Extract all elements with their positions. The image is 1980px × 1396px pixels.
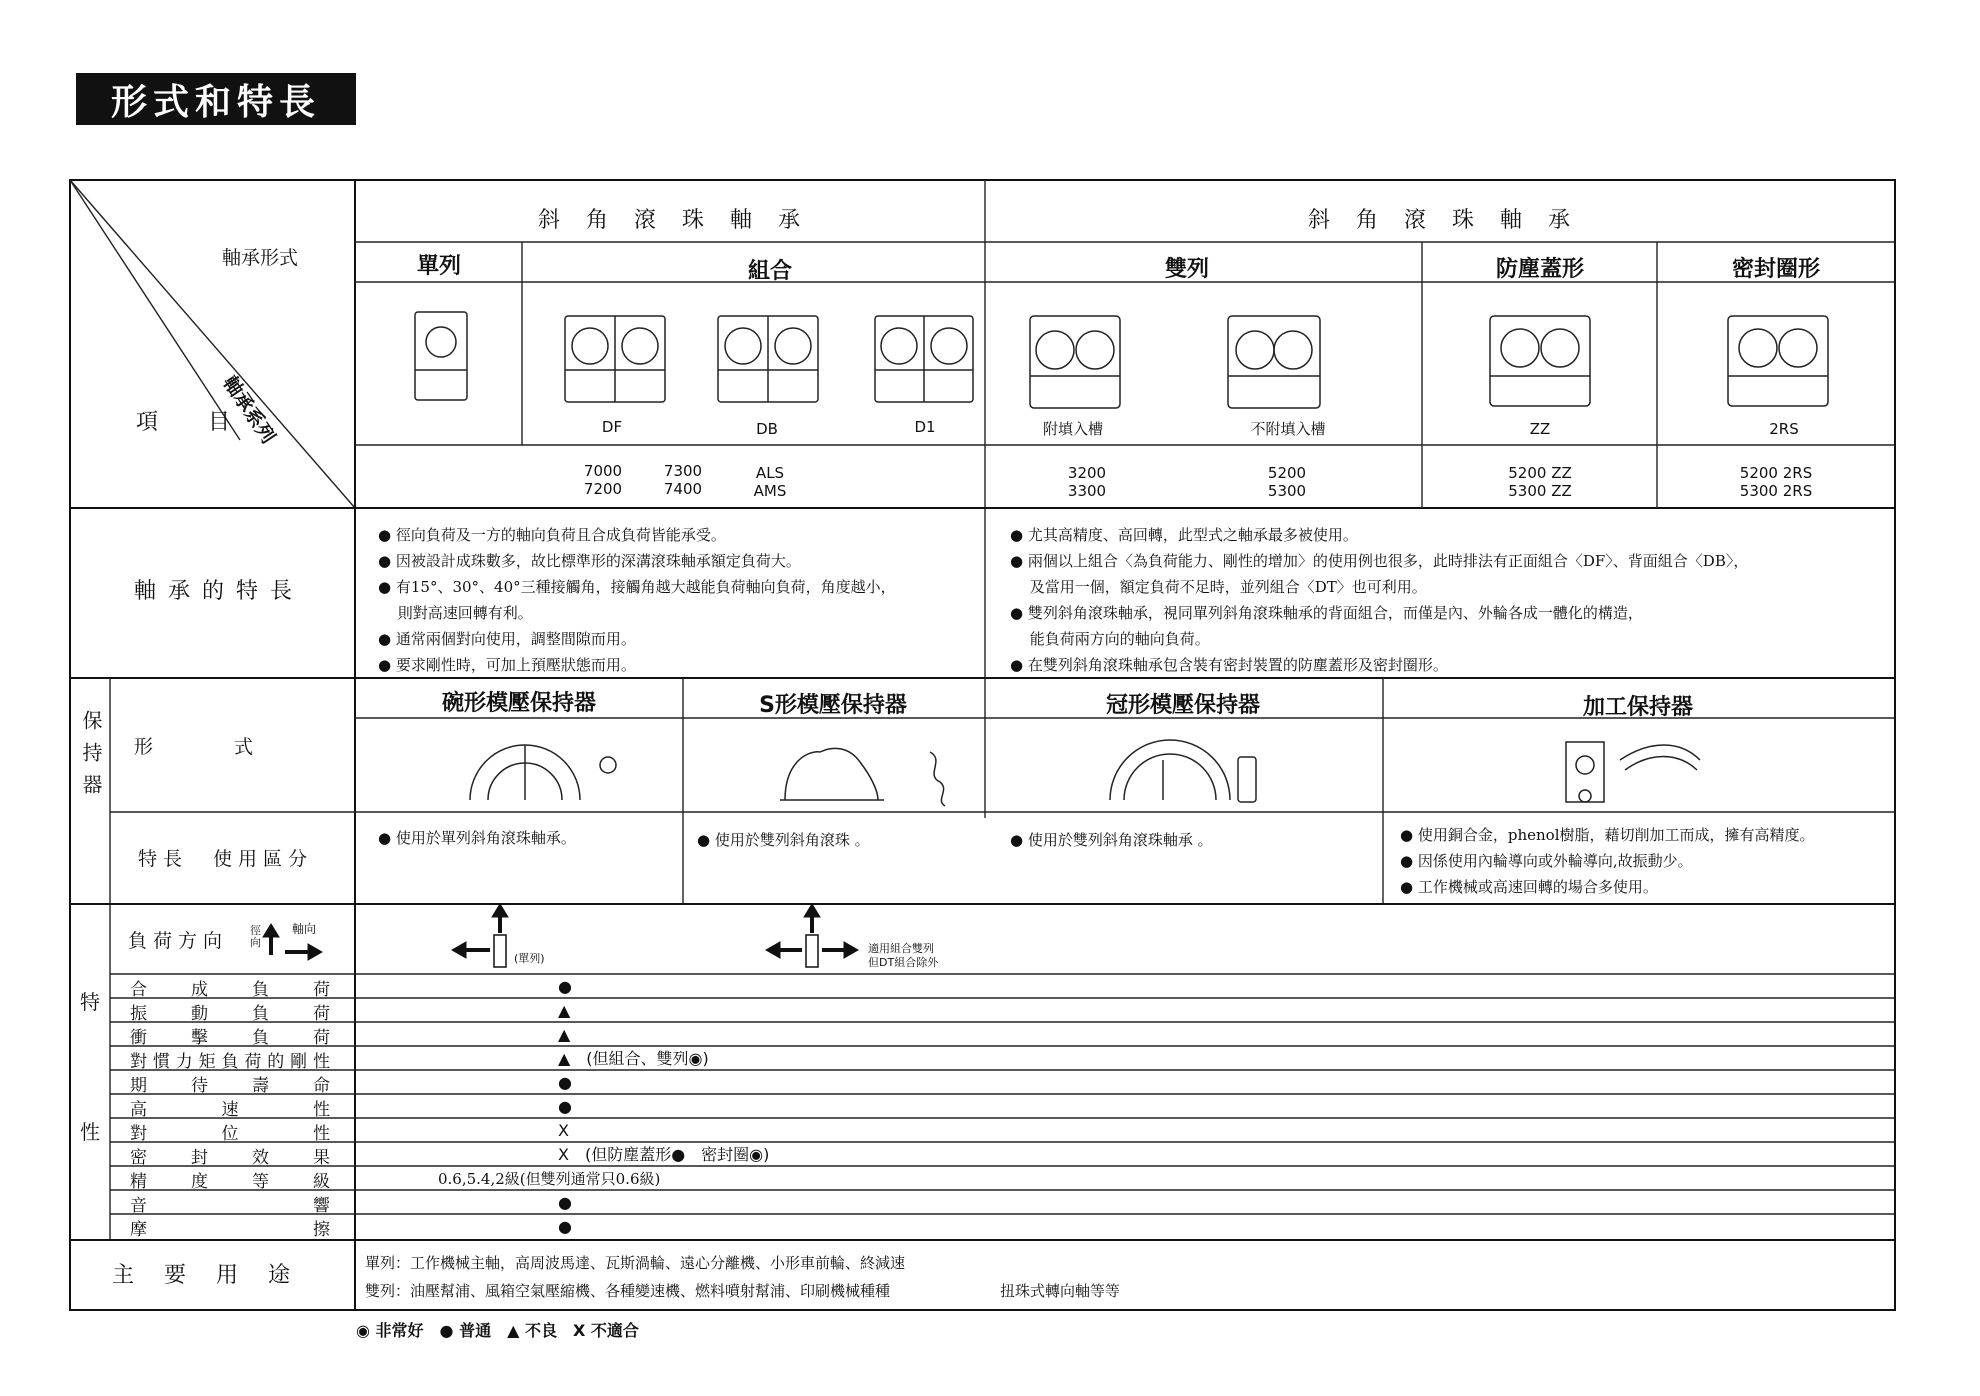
property-row xyxy=(130,1095,330,1119)
series-5300rs: 5300 2RS xyxy=(1739,482,1813,500)
property-value: X (但防塵蓋形● 密封圈◉) xyxy=(558,1145,770,1164)
variant-zz: ZZ xyxy=(1529,420,1551,438)
single-row-load-arrows-icon xyxy=(452,904,508,967)
features-label: 軸承的特長 xyxy=(134,579,305,604)
property-label: 精度等級 xyxy=(130,1171,330,1192)
retainer-type-s: S形模壓保持器 xyxy=(759,693,907,718)
property-value: ● xyxy=(558,1073,572,1092)
sub-header-double: 雙列 xyxy=(1164,257,1210,282)
sub-header-zz: 防塵蓋形 xyxy=(1495,257,1585,282)
bearing-type-label: 軸承形式 xyxy=(222,247,299,269)
property-label: 振動負荷 xyxy=(130,1003,330,1024)
variant-db: DB xyxy=(756,420,778,438)
retainer-form-label: 形 式 xyxy=(134,736,260,758)
retainer-use-label: 特長 使用區分 xyxy=(138,848,314,870)
retainer-type-bowl: 碗形模壓保持器 xyxy=(441,691,597,716)
feature-line: ● 在雙列斜角滾珠軸承包含裝有密封裝置的防塵蓋形及密封圈形。 xyxy=(1010,656,1448,674)
property-value: ● xyxy=(558,1217,572,1236)
series-als: ALS xyxy=(755,464,785,482)
combo-load-arrows-icon xyxy=(766,904,858,967)
property-label: 對慣力矩負荷的剛性 xyxy=(130,1051,330,1072)
series-5200rs: 5200 2RS xyxy=(1739,464,1813,482)
series-7200: 7200 xyxy=(583,480,623,498)
property-list xyxy=(130,975,330,1239)
property-row xyxy=(130,1023,330,1047)
load-direction-label: 負荷方向 xyxy=(128,930,229,952)
retainer-use-line: ● 使用於單列斜角滾珠軸承。 xyxy=(378,829,576,847)
property-label: 衝擊負荷 xyxy=(130,1027,330,1048)
series-3200: 3200 xyxy=(1067,464,1107,482)
retainer-type-machined: 加工保持器 xyxy=(1582,695,1694,720)
property-value: 0.6,5.4,2級(但雙列通常只0.6級) xyxy=(438,1170,661,1188)
variant-rs: 2RS xyxy=(1769,420,1799,438)
applications-single: 單列：工作機械主軸，高周波馬達、瓦斯渦輪、遠心分離機、小形車前輪、終減速 xyxy=(365,1254,906,1272)
feature-line: ● 要求剛性時，可加上預壓狀態而用。 xyxy=(378,656,636,674)
retainer-use-line: ● 使用於雙列斜角滾珠軸承 。 xyxy=(1010,831,1213,849)
retainer-use-line: ● 使用銅合金，phenol樹脂，藉切削加工而成，擁有高精度。 xyxy=(1400,826,1815,844)
series-7400: 7400 xyxy=(663,480,703,498)
property-row xyxy=(130,975,330,999)
property-row xyxy=(130,1119,330,1143)
feature-line: ● 有15°、30°、40°三種接觸角，接觸角越大越能負荷軸向負荷，角度越小， xyxy=(378,578,896,596)
properties-group-label-1: 特 xyxy=(80,990,100,1014)
property-row xyxy=(130,1047,330,1071)
property-label: 期待壽命 xyxy=(130,1075,330,1096)
legend-arrows-icon xyxy=(263,924,322,960)
variant-no-fill-slot: 不附填入槽 xyxy=(1250,420,1326,438)
feature-line: ● 雙列斜角滾珠軸承，視同單列斜角滾珠軸承的背面組合，而僅是內、外輪各成一體化的構造， xyxy=(1010,604,1643,622)
property-label: 音響 xyxy=(130,1195,330,1216)
retainer-use-line: ● 工作機械或高速回轉的場合多使用。 xyxy=(1400,878,1658,896)
feature-line: 能負荷兩方向的軸向負荷。 xyxy=(1010,630,1210,648)
feature-line: ● 兩個以上組合〈為負荷能力、剛性的增加〉的使用例也很多，此時排法有正面組合〈DF〉、背面組合〈DB〉， xyxy=(1010,552,1749,570)
sub-header-rs: 密封圈形 xyxy=(1731,257,1821,282)
property-row xyxy=(130,1215,330,1239)
property-row xyxy=(130,999,330,1023)
feature-line: ● 徑向負荷及一方的軸向負荷且合成負荷皆能承受。 xyxy=(378,526,726,544)
property-label: 高速性 xyxy=(130,1099,330,1120)
series-7000: 7000 xyxy=(583,462,623,480)
variant-d1: D1 xyxy=(914,418,936,436)
series-5200zz: 5200 ZZ xyxy=(1508,464,1572,482)
property-row xyxy=(130,1143,330,1167)
feature-line: ● 因被設計成珠數多，故比標準形的深溝滾珠軸承額定負荷大。 xyxy=(378,552,801,570)
feature-line: ● 尤其高精度、高回轉，此型式之軸承最多被使用。 xyxy=(1010,526,1358,544)
applications-extra: 扭珠式轉向軸等等 xyxy=(1000,1282,1121,1300)
combo-note-1: 適用組合雙列 xyxy=(868,942,934,955)
series-3300: 3300 xyxy=(1067,482,1107,500)
property-row xyxy=(130,1167,330,1191)
retainer-use-line: ● 因係使用內輪導向或外輪導向,故振動少。 xyxy=(1400,852,1693,870)
retainer-type-crown: 冠形模壓保持器 xyxy=(1105,693,1261,718)
applications-double: 雙列：油壓幫浦、風箱空氣壓縮機、各種變速機、燃料噴射幫浦、印刷機械種種 xyxy=(365,1282,891,1300)
item-label: 項 目 xyxy=(136,410,245,435)
property-label: 對位性 xyxy=(130,1123,330,1144)
page-title: 形式和特長 xyxy=(76,73,356,125)
property-row xyxy=(130,1191,330,1215)
properties-group-label-2: 性 xyxy=(80,1120,100,1144)
group-header-left: 斜角滾珠軸承 xyxy=(537,208,827,233)
property-value: ● xyxy=(558,1193,572,1212)
series-5200: 5200 xyxy=(1267,464,1307,482)
property-value: ● xyxy=(558,1097,572,1116)
applications-label: 主 要 用 途 xyxy=(112,1263,295,1288)
property-row xyxy=(130,1071,330,1095)
feature-line: 則對高速回轉有利。 xyxy=(378,604,533,622)
series-5300: 5300 xyxy=(1267,482,1307,500)
property-label: 摩擦 xyxy=(130,1219,330,1240)
combo-note-2: 但DT組合除外 xyxy=(868,956,939,969)
radial-label: 徑向 xyxy=(250,924,261,949)
feature-line: ● 通常兩個對向使用，調整間隙而用。 xyxy=(378,630,636,648)
property-label: 合成負荷 xyxy=(130,979,330,1000)
sub-header-single: 單列 xyxy=(416,254,462,279)
feature-line: 及當用一個，額定負荷不足時，並列組合〈DT〉也可利用。 xyxy=(1010,578,1427,596)
property-value: ▲ xyxy=(558,1025,571,1044)
series-5300zz: 5300 ZZ xyxy=(1508,482,1572,500)
property-value: ▲ (但組合、雙列◉) xyxy=(558,1049,709,1068)
property-values xyxy=(438,975,770,1239)
variant-fill-slot: 附填入槽 xyxy=(1042,420,1104,438)
group-header-right: 斜角滾珠軸承 xyxy=(1307,208,1597,233)
retainer-use-line: ● 使用於雙列斜角滾珠 。 xyxy=(697,831,870,849)
property-value: X xyxy=(558,1121,569,1140)
variant-df: DF xyxy=(601,418,623,436)
series-label: 軸承系列 xyxy=(218,372,280,448)
property-label: 密封效果 xyxy=(130,1147,330,1168)
axial-label: 軸向 xyxy=(292,922,317,936)
retainer-group-label-text: 保持器 xyxy=(79,710,103,806)
property-value: ▲ xyxy=(558,1001,571,1020)
series-7300: 7300 xyxy=(663,462,703,480)
symbol-legend: ◉ 非常好 ● 普通 ▲ 不良 X 不適合 xyxy=(356,1321,639,1340)
series-ams: AMS xyxy=(753,482,787,500)
single-row-note: (單列) xyxy=(514,952,545,965)
sub-header-combo: 組合 xyxy=(747,259,793,284)
property-value: ● xyxy=(558,977,572,996)
